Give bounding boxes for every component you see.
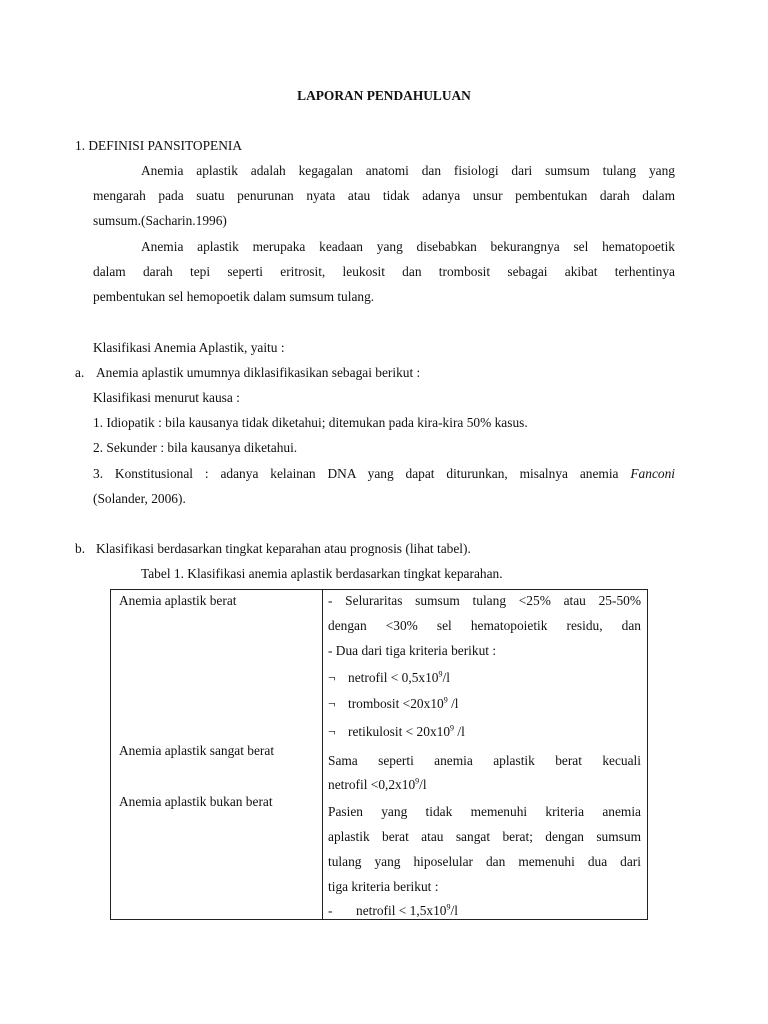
paragraph-line: sumsum.(Sacharin.1996) <box>93 213 227 228</box>
exponent: 9 <box>443 695 448 705</box>
row3-line: tulang yang hiposelular dan memenuhi dua dari <box>328 854 641 869</box>
criterion-trombosit <box>328 696 459 712</box>
criterion-text: netrofil < 0,5x10 <box>348 670 439 685</box>
negation-symbol: ¬ <box>328 670 336 685</box>
kausa-item-3-cont: (Solander, 2006). <box>93 491 186 506</box>
kausa-item-1: 1. Idiopatik : bila kausanya tidak diketahui; ditemukan pada kira-kira 50% kasus. <box>93 415 528 430</box>
klasifikasi-intro: Klasifikasi Anemia Aplastik, yaitu : <box>93 340 285 355</box>
criterion-unit: /l <box>419 777 427 792</box>
row2-line <box>328 777 427 793</box>
exponent: 9 <box>450 723 455 733</box>
table-column-divider <box>322 590 323 919</box>
row3-line: Pasien yang tidak memenuhi kriteria anemia <box>328 804 641 819</box>
criterion-text: netrofil < 1,5x10 <box>356 903 447 918</box>
list-item-b: Klasifikasi berdasarkan tingkat keparahan atau prognosis (lihat tabel). <box>96 541 471 556</box>
criterion-text: trombosit <20x10 <box>348 696 444 711</box>
section-heading-definisi: 1. DEFINISI PANSITOPENIA <box>75 138 243 153</box>
paragraph-line: Anemia aplastik merupaka keadaan yang disebabkan bekurangnya sel hematopoetik <box>141 239 675 254</box>
dash-marker: - <box>328 903 333 918</box>
negation-symbol: ¬ <box>328 696 336 711</box>
paragraph-line: pembentukan sel hemopoetik dalam sumsum tulang. <box>93 289 375 304</box>
exponent: 9 <box>438 669 443 679</box>
list-marker-a: a. <box>75 365 85 380</box>
row3-label: Anemia aplastik bukan berat <box>119 794 273 809</box>
list-marker-b: b. <box>75 541 86 556</box>
page-title: LAPORAN PENDAHULUAN <box>297 88 471 103</box>
row1-line: - Dua dari tiga kriteria berikut : <box>328 643 497 658</box>
row2-label: Anemia aplastik sangat berat <box>119 743 275 758</box>
criterion-unit: /l <box>442 670 450 685</box>
negation-symbol: ¬ <box>328 724 336 739</box>
exponent: 9 <box>446 902 451 912</box>
table-caption: Tabel 1. Klasifikasi anemia aplastik berdasarkan tingkat keparahan. <box>141 566 503 581</box>
paragraph-line: dalam darah tepi seperti eritrosit, leukosit dan trombosit sebagai akibat terhentinya <box>93 264 675 279</box>
row1-label: Anemia aplastik berat <box>119 593 237 608</box>
paragraph-line: mengarah pada suatu penurunan nyata atau tidak adanya unsur pembentukan darah dalam <box>93 188 675 203</box>
kausa-item-2: 2. Sekunder : bila kausanya diketahui. <box>93 440 298 455</box>
row3-line: aplastik berat atau sangat berat; dengan sumsum <box>328 829 641 844</box>
criterion-unit: /l <box>454 724 465 739</box>
kausa-item-3-italic: Fanconi <box>630 466 675 481</box>
row3-criterion <box>328 903 458 919</box>
criterion-retikulosit <box>328 724 465 740</box>
row1-line: - Seluraritas sumsum tulang <25% atau 25-50% <box>328 593 641 608</box>
row3-line: tiga kriteria berikut : <box>328 879 439 894</box>
criterion-text: retikulosit < 20x10 <box>348 724 451 739</box>
criterion-netrofil <box>328 670 450 686</box>
paragraph-line: Anemia aplastik adalah kegagalan anatomi dan fisiologi dari sumsum tulang yang <box>141 163 675 178</box>
kausa-item-3-text: 3. Konstitusional : adanya kelainan DNA yang dapat diturunkan, misalnya anemia <box>93 466 619 481</box>
criterion-text: netrofil <0,2x10 <box>328 777 416 792</box>
criterion-unit: /l <box>447 696 459 711</box>
exponent: 9 <box>415 776 420 786</box>
kausa-item-3 <box>93 466 675 482</box>
klasifikasi-kausa: Klasifikasi menurut kausa : <box>93 390 240 405</box>
classification-table <box>110 589 648 920</box>
list-item-a: Anemia aplastik umumnya diklasifikasikan sebagai berikut : <box>96 365 421 380</box>
row1-line: dengan <30% sel hematopoietik residu, dan <box>328 618 641 633</box>
criterion-unit: /l <box>450 903 458 918</box>
row2-line: Sama seperti anemia aplastik berat kecuali <box>328 753 641 768</box>
